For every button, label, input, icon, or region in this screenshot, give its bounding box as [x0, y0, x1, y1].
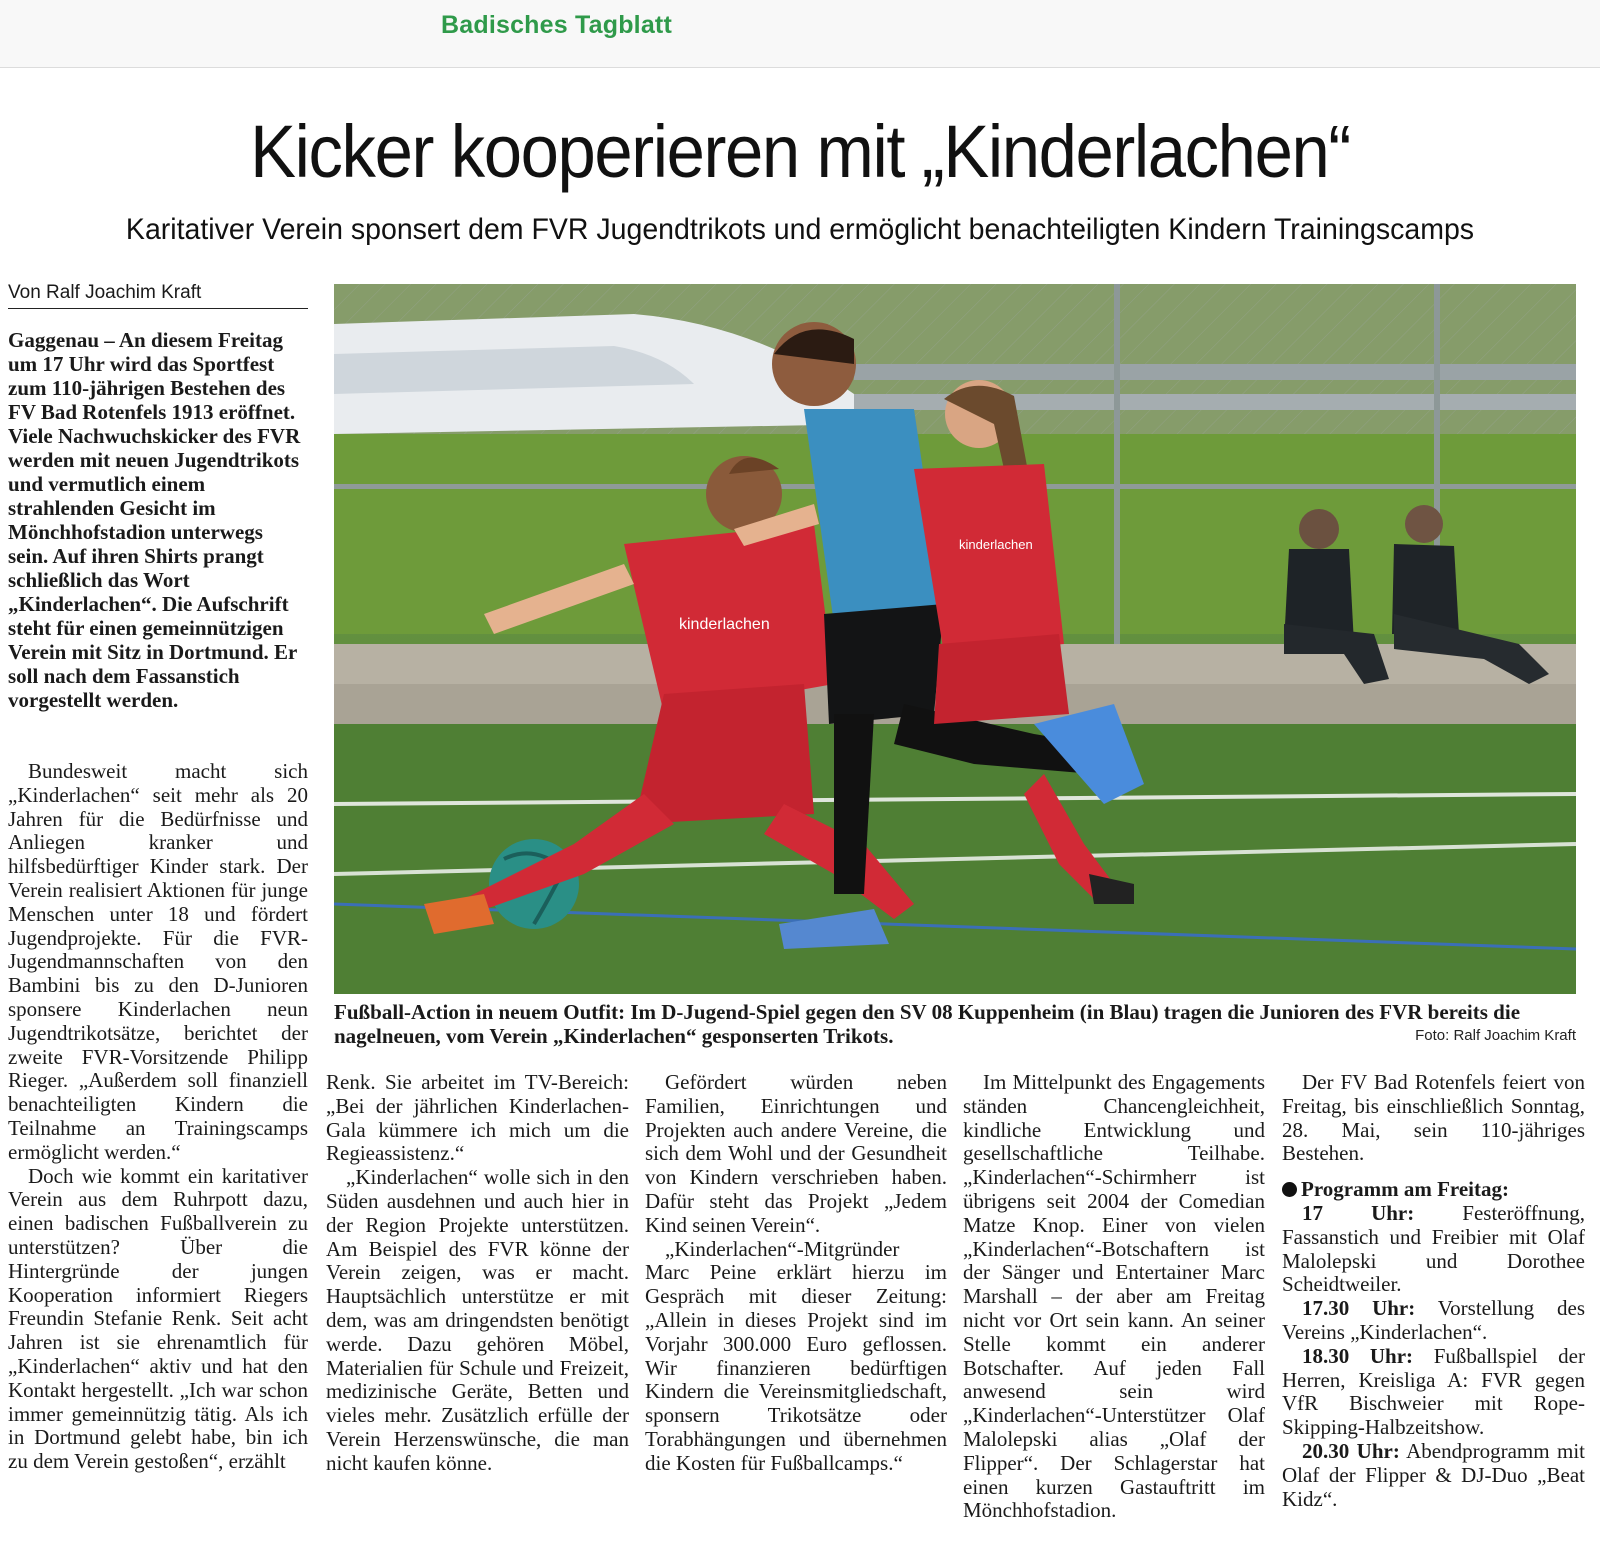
article-headline: Kicker kooperieren mit „Kinderlachen“: [250, 110, 1350, 193]
app-header: [0, 0, 1600, 68]
paragraph: Doch wie kommt ein karitativer Verein aus dem Ruhrpott dazu, einen badischen Fußballverein zu unterstützen? Über die Hintergründe der jungen Kooperation informiert Riegers Freundin Stefanie Renk. Seit acht Jahren ist sie ehrenamtlich für „Kinderlachen“ aktiv und hat den Kontakt hergestellt. „Ich war schon immer gemeinnützig tätig. Als ich in Dortmund gelebt habe, bin ich zu dem Verein gestoßen“, erzählt: [8, 1163, 308, 1474]
football-action-photo: [334, 284, 1576, 994]
paragraph: „Kinderlachen“ wolle sich in den Süden ausdehnen und auch hier in der Region Projekte unterstützen. Am Beispiel des FVR könne der Verein zeigen, was er macht. Hauptsächlich unterstütze er mit dem, was am dringendsten benötigt werde. Dazu gehören Möbel, Materialien für Schule und Freizeit, medizinische Geräte, Betten und vieles mehr. Zusätzlich erfülle der Verein Herzenswünsche, die man nicht kaufen könne.: [326, 1165, 629, 1475]
program-item: [1282, 1440, 1585, 1511]
caption-text: Fußball-Action in neuem Outfit: Im D-Jugend-Spiel gegen den SV 08 Kuppenheim (in Blau) tragen die Junioren des FVR bereits die nagelneuen, vom Verein „Kinderlachen“ gesponserten Trikots.: [334, 1000, 1521, 1048]
photo-credit: Foto: Ralf Joachim Kraft: [1415, 1027, 1576, 1044]
program-item: [1282, 1297, 1585, 1345]
program-text: Festeröffnung, Fassanstich und Freibier mit Olaf Malolepski und Dorothee Scheidtweiler.: [1282, 1200, 1585, 1297]
program-time: 17 Uhr:: [1302, 1200, 1415, 1225]
program-text: Abendprogramm mit Olaf der Flipper & DJ-Duo „Beat Kidz“.: [1282, 1438, 1585, 1511]
shirt-text: kinderlachen: [679, 616, 770, 633]
paragraph: „Kinderlachen“-Mitgründer Marc Peine erklärt hierzu im Gespräch mit dieser Zeitung: „Allein in dieses Projekt sind im Vorjahr 300.000 Euro geflossen. Wir finanzieren bedürftigen Kindern die Vereinsmitgliedschaft, sponsern Trikotsätze oder Torabhängungen und übernehmen die Kosten für Fußballcamps.“: [645, 1236, 947, 1475]
article-column-3: [645, 1071, 947, 1476]
program-heading: [1282, 1178, 1585, 1202]
shirt-text: kinderlachen: [959, 537, 1033, 552]
article-column-4: [963, 1071, 1265, 1523]
photo-caption: [334, 1000, 1576, 1048]
newspaper-title[interactable]: Badisches Tagblatt: [441, 11, 672, 39]
program-text: Vorstellung des Vereins „Kinderlachen“.: [1282, 1296, 1585, 1344]
program-item: [1282, 1202, 1585, 1297]
paragraph: Renk. Sie arbeitet im TV-Bereich: „Bei der jährlichen Kinderlachen-Gala kümmere ich mich um die Regieassistenz.“: [326, 1070, 629, 1166]
program-time: 18.30 Uhr:: [1302, 1343, 1414, 1368]
paragraph: Im Mittelpunkt des Engagements ständen Chancengleichheit, kindliche Entwicklung und gesellschaftliche Teilhabe. „Kinderlachen“-Schirmherr ist übrigens seit 2004 der Comedian Matze Knop. Einer von vielen „Kinderlachen“-Botschaftern ist der Sänger und Entertainer Marc Marshall – der aber am Freitag nicht vor Ort sein kann. An seiner Stelle kommt ein anderer Botschafter. Auf jeden Fall anwesend sein wird „Kinderlachen“-Unterstützer Olaf Malolepski alias „Olaf der Flipper“. Der Schlagerstar hat einen kurzen Gastauftritt im Mönchhofstadion.: [963, 1070, 1265, 1523]
bullet-icon: [1282, 1182, 1297, 1197]
article-photo: [334, 284, 1576, 994]
program-text: Fußballspiel der Herren, Kreisliga A: FVR gegen VfR Bischweier mit Rope-Skipping-Halbzeitshow.: [1282, 1343, 1585, 1440]
paragraph: Bundesweit macht sich „Kinderlachen“ seit mehr als 20 Jahren für die Bedürfnisse und Anliegen kranker und hilfsbedürftiger Kinder stark. Der Verein realisiert Aktionen für junge Menschen unter 18 und fördert Jugendprojekte. Für die FVR-Jugendmannschaften von den Bambini bis zu den D-Junioren sponsere Kinderlachen neun Jugendtrikotsätze, berichtet der zweite FVR-Vorsitzende Philipp Rieger. „Außerdem soll finanziell benachteiligten Kindern die Teilnahme an Trainingscamps ermöglicht werden.“: [8, 759, 308, 1164]
program-item: [1282, 1345, 1585, 1440]
paragraph: Der FV Bad Rotenfels feiert von Freitag, bis einschließlich Sonntag, 28. Mai, sein 110-jähriges Bestehen.: [1282, 1070, 1585, 1166]
article-byline: Von Ralf Joachim Kraft: [8, 280, 308, 309]
article-subheadline: Karitativer Verein sponsert dem FVR Jugendtrikots und ermöglicht benachteiligten Kindern Trainingscamps: [125, 213, 1475, 246]
article-lead: Gaggenau – An diesem Freitag um 17 Uhr wird das Sportfest zum 110-jährigen Bestehen des FV Bad Rotenfels 1913 eröffnet. Viele Nachwuchskicker des FVR werden mit neuen Jugendtrikots und vermutlich einem strahlenden Gesicht im Mönchhofstadion unterwegs sein. Auf ihren Shirts prangt schließlich das Wort „Kinderlachen“. Die Aufschrift steht für einen gemeinnützigen Verein mit Sitz in Dortmund. Er soll nach dem Fassanstich vorgestellt werden.: [8, 328, 301, 712]
paragraph: Gefördert würden neben Familien, Einrichtungen und Projekten auch andere Vereine, die sich dem Wohl und der Gesundheit von Kindern verschrieben haben. Dafür steht das Projekt „Jedem Kind seinen Verein“.: [645, 1070, 947, 1237]
program-title: Programm am Freitag:: [1301, 1177, 1509, 1202]
article-column-2: [326, 1071, 629, 1476]
article-column-1: [8, 760, 308, 1474]
article-column-5: [1282, 1071, 1585, 1511]
program-time: 20.30 Uhr:: [1302, 1438, 1400, 1463]
program-time: 17.30 Uhr:: [1302, 1296, 1416, 1321]
